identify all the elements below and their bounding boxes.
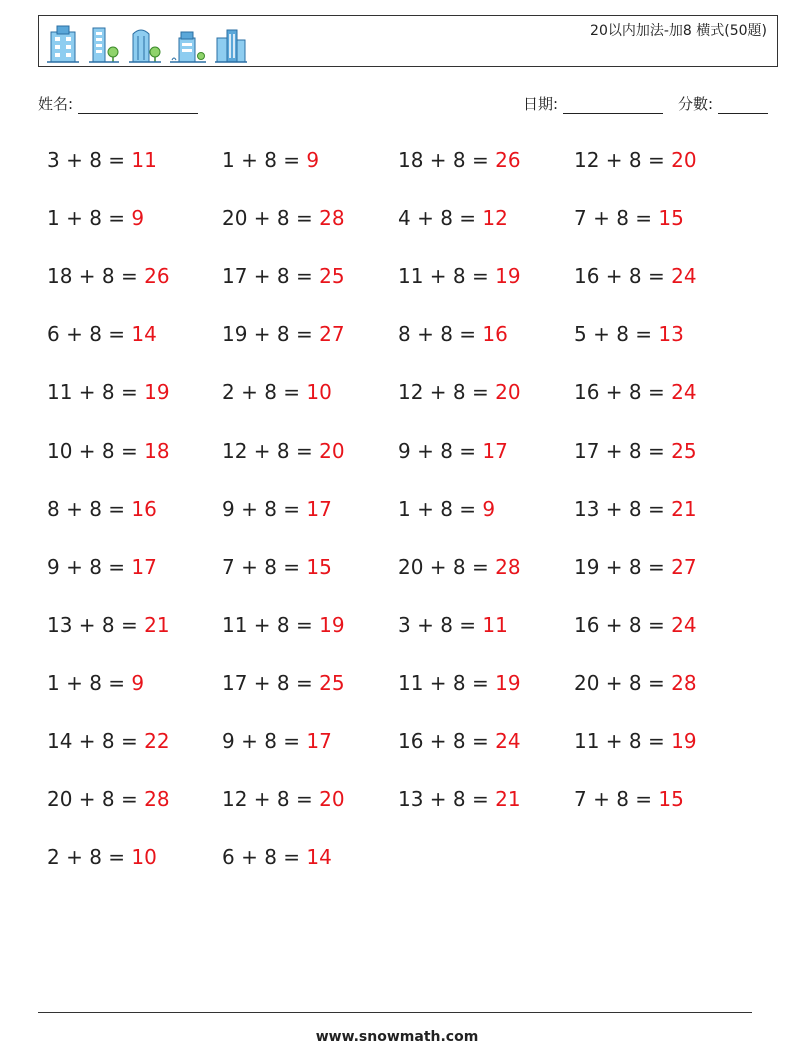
problem-question: 4 + 8 = <box>398 206 477 230</box>
problem-question: 6 + 8 = <box>222 845 301 869</box>
problem-answer: 17 <box>482 439 508 463</box>
problem-question: 11 + 8 = <box>398 264 489 288</box>
footer-divider <box>38 1012 752 1013</box>
problem-item <box>47 439 170 463</box>
problem-item <box>47 264 170 288</box>
problem-answer: 15 <box>306 555 332 579</box>
problem-question: 11 + 8 = <box>398 671 489 695</box>
problem-question: 9 + 8 = <box>398 439 477 463</box>
problem-item <box>574 671 697 695</box>
problem-question: 13 + 8 = <box>47 613 138 637</box>
name-blank[interactable] <box>78 99 198 114</box>
problem-item <box>574 555 697 579</box>
problem-item <box>398 613 508 637</box>
problem-question: 18 + 8 = <box>398 148 489 172</box>
problem-answer: 14 <box>131 322 157 346</box>
problem-question: 1 + 8 = <box>398 497 477 521</box>
problem-item <box>222 264 345 288</box>
problem-question: 1 + 8 = <box>47 671 126 695</box>
problem-item <box>47 148 157 172</box>
problem-item <box>47 671 144 695</box>
problem-answer: 11 <box>482 613 508 637</box>
problem-item <box>47 380 170 404</box>
problem-answer: 26 <box>495 148 521 172</box>
problem-item <box>222 322 345 346</box>
problem-question: 18 + 8 = <box>47 264 138 288</box>
problem-item <box>222 555 332 579</box>
problem-item <box>222 845 332 869</box>
problem-answer: 25 <box>671 439 697 463</box>
problem-answer: 20 <box>319 787 345 811</box>
problem-item <box>398 497 495 521</box>
problem-question: 16 + 8 = <box>398 729 489 753</box>
problem-answer: 24 <box>671 613 697 637</box>
problem-question: 16 + 8 = <box>574 380 665 404</box>
problem-answer: 13 <box>658 322 684 346</box>
problem-answer: 9 <box>482 497 496 521</box>
date-label: 日期: <box>523 95 559 113</box>
problem-answer: 9 <box>131 206 145 230</box>
problem-item <box>574 380 697 404</box>
problem-answer: 27 <box>319 322 345 346</box>
problem-item <box>222 439 345 463</box>
problem-item <box>222 206 345 230</box>
problem-question: 17 + 8 = <box>222 671 313 695</box>
problem-item <box>574 206 684 230</box>
problem-answer: 20 <box>671 148 697 172</box>
problem-question: 20 + 8 = <box>222 206 313 230</box>
problem-answer: 24 <box>671 380 697 404</box>
problem-question: 1 + 8 = <box>47 206 126 230</box>
problem-question: 2 + 8 = <box>47 845 126 869</box>
problem-item <box>47 845 157 869</box>
problem-item <box>222 380 332 404</box>
score-blank[interactable] <box>718 99 768 114</box>
problem-answer: 19 <box>495 671 521 695</box>
problem-item <box>47 613 170 637</box>
problem-question: 11 + 8 = <box>47 380 138 404</box>
problem-item <box>574 148 697 172</box>
problem-answer: 10 <box>131 845 157 869</box>
worksheet-header <box>38 15 778 67</box>
problem-answer: 18 <box>144 439 170 463</box>
problem-answer: 14 <box>306 845 332 869</box>
problem-question: 16 + 8 = <box>574 613 665 637</box>
problem-answer: 25 <box>319 264 345 288</box>
date-field[interactable] <box>523 93 663 114</box>
problem-question: 7 + 8 = <box>574 206 653 230</box>
problem-item <box>222 613 345 637</box>
problem-question: 12 + 8 = <box>398 380 489 404</box>
problem-item <box>47 787 170 811</box>
problem-question: 13 + 8 = <box>574 497 665 521</box>
worksheet-title: 20以内加法-加8 横式(50題) <box>590 23 767 39</box>
problem-answer: 28 <box>144 787 170 811</box>
problem-question: 20 + 8 = <box>398 555 489 579</box>
problem-question: 11 + 8 = <box>222 613 313 637</box>
problem-question: 14 + 8 = <box>47 729 138 753</box>
problem-item <box>398 148 521 172</box>
problem-question: 7 + 8 = <box>222 555 301 579</box>
problem-item <box>398 380 521 404</box>
problem-question: 19 + 8 = <box>222 322 313 346</box>
problem-answer: 19 <box>671 729 697 753</box>
problem-question: 9 + 8 = <box>47 555 126 579</box>
problem-item <box>574 497 697 521</box>
problem-answer: 15 <box>658 206 684 230</box>
problem-question: 17 + 8 = <box>574 439 665 463</box>
problem-question: 20 + 8 = <box>47 787 138 811</box>
problem-answer: 20 <box>495 380 521 404</box>
problem-item <box>398 729 521 753</box>
problem-answer: 9 <box>306 148 320 172</box>
problem-question: 11 + 8 = <box>574 729 665 753</box>
problem-answer: 16 <box>131 497 157 521</box>
problem-question: 10 + 8 = <box>47 439 138 463</box>
problem-answer: 21 <box>671 497 697 521</box>
problem-answer: 19 <box>495 264 521 288</box>
problem-answer: 17 <box>306 729 332 753</box>
problem-answer: 12 <box>482 206 508 230</box>
problem-item <box>398 671 521 695</box>
score-field[interactable] <box>678 93 768 114</box>
problem-question: 12 + 8 = <box>574 148 665 172</box>
problem-question: 7 + 8 = <box>574 787 653 811</box>
problem-answer: 28 <box>319 206 345 230</box>
problem-item <box>398 206 508 230</box>
problem-answer: 27 <box>671 555 697 579</box>
problem-item <box>574 322 684 346</box>
problem-item <box>47 322 157 346</box>
problem-answer: 10 <box>306 380 332 404</box>
problem-answer: 28 <box>495 555 521 579</box>
problem-answer: 20 <box>319 439 345 463</box>
problem-item <box>574 439 697 463</box>
footer-url: www.snowmath.com <box>315 1029 479 1045</box>
problem-answer: 24 <box>671 264 697 288</box>
problem-item <box>398 439 508 463</box>
problem-item <box>222 729 332 753</box>
house-tree-icon <box>169 24 207 64</box>
problem-question: 6 + 8 = <box>47 322 126 346</box>
problem-question: 3 + 8 = <box>398 613 477 637</box>
problem-item <box>222 497 332 521</box>
problem-question: 1 + 8 = <box>222 148 301 172</box>
problem-item <box>222 671 345 695</box>
header-icons <box>45 22 249 64</box>
problem-answer: 11 <box>131 148 157 172</box>
problem-answer: 17 <box>306 497 332 521</box>
problem-answer: 15 <box>658 787 684 811</box>
problem-item <box>398 264 521 288</box>
skyscraper-icon <box>213 24 249 64</box>
problem-answer: 28 <box>671 671 697 695</box>
problem-answer: 9 <box>131 671 145 695</box>
problem-item <box>574 264 697 288</box>
problem-item <box>47 555 157 579</box>
problem-question: 8 + 8 = <box>398 322 477 346</box>
problem-item <box>222 148 319 172</box>
problem-answer: 24 <box>495 729 521 753</box>
problem-question: 13 + 8 = <box>398 787 489 811</box>
problem-item <box>398 555 521 579</box>
problem-answer: 16 <box>482 322 508 346</box>
score-label: 分數: <box>678 95 714 113</box>
problem-answer: 21 <box>144 613 170 637</box>
problem-question: 16 + 8 = <box>574 264 665 288</box>
problem-item <box>574 613 697 637</box>
problem-answer: 21 <box>495 787 521 811</box>
problem-item <box>47 729 170 753</box>
problem-answer: 19 <box>144 380 170 404</box>
problem-question: 5 + 8 = <box>574 322 653 346</box>
problem-question: 19 + 8 = <box>574 555 665 579</box>
problem-question: 20 + 8 = <box>574 671 665 695</box>
problem-question: 17 + 8 = <box>222 264 313 288</box>
problem-question: 9 + 8 = <box>222 497 301 521</box>
problem-answer: 26 <box>144 264 170 288</box>
name-label: 姓名: <box>38 95 74 113</box>
problem-question: 9 + 8 = <box>222 729 301 753</box>
problem-item <box>47 497 157 521</box>
problem-answer: 22 <box>144 729 170 753</box>
problem-item <box>574 787 684 811</box>
problem-answer: 19 <box>319 613 345 637</box>
problem-item <box>222 787 345 811</box>
problem-question: 3 + 8 = <box>47 148 126 172</box>
problem-item <box>398 322 508 346</box>
problem-item <box>47 206 144 230</box>
problem-answer: 17 <box>131 555 157 579</box>
name-field[interactable] <box>38 93 198 114</box>
problem-question: 12 + 8 = <box>222 439 313 463</box>
office-tree-icon <box>127 24 163 64</box>
tower-tree-icon <box>87 24 121 64</box>
problem-item <box>398 787 521 811</box>
problem-question: 12 + 8 = <box>222 787 313 811</box>
date-blank[interactable] <box>563 99 663 114</box>
problem-item <box>574 729 697 753</box>
building-icon <box>45 24 81 64</box>
problem-question: 8 + 8 = <box>47 497 126 521</box>
problem-question: 2 + 8 = <box>222 380 301 404</box>
problem-answer: 25 <box>319 671 345 695</box>
